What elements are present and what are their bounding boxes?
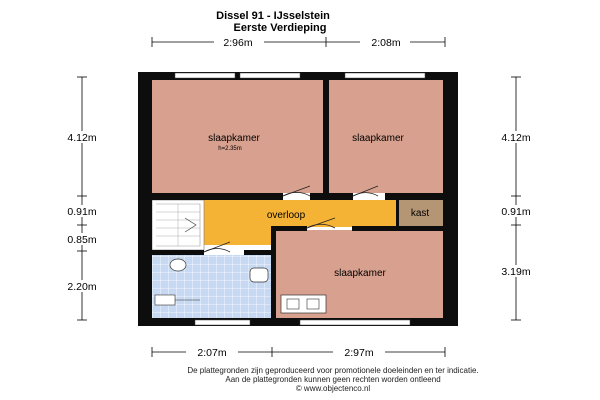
dim-left-1: 4.12m: [67, 132, 97, 144]
dim-bottom-left: 2:07m: [197, 347, 227, 359]
dim-right-1: 4.12m: [501, 132, 531, 144]
copyright-line: © www.objectenco.nl: [295, 384, 371, 393]
dim-right-3: 3.19m: [501, 266, 531, 278]
dim-top-right: 2:08m: [371, 37, 401, 49]
dim-left-3: 0.85m: [67, 234, 97, 246]
dim-left-2: 0.91m: [67, 206, 97, 218]
plan-title: Dissel 91 - IJsselstein: [216, 10, 330, 22]
closet-label: kast: [410, 208, 430, 219]
bedroom-2-label: slaapkamer: [352, 133, 404, 144]
landing-lower-area: [204, 226, 271, 245]
bedroom-1-label: slaapkamer: [208, 133, 260, 144]
disclaimer-line-2: Aan de plattegronden kunnen geen rechten worden ontleend: [225, 375, 441, 384]
landing-label: overloop: [266, 210, 306, 221]
dim-right-2: 0.91m: [501, 206, 531, 218]
bedroom-1-height: h=2.35m: [218, 146, 242, 152]
dim-bottom-right: 2:97m: [344, 347, 374, 359]
staircase: [152, 200, 204, 250]
bedroom-3-label: slaapkamer: [334, 268, 386, 279]
shower-drain-icon: [155, 295, 175, 305]
disclaimer-line-1: De plattegronden zijn geproduceerd voor promotionele doeleinden en ter indicatie.: [187, 366, 479, 375]
sink-icon: [250, 268, 268, 282]
right-dimension-line: [511, 77, 521, 320]
desk-furniture: [281, 295, 326, 313]
plan-subtitle: Eerste Verdieping: [233, 22, 327, 34]
toilet-icon: [170, 259, 186, 271]
dim-top-left: 2:96m: [223, 37, 253, 49]
dim-left-4: 2.20m: [67, 281, 97, 293]
